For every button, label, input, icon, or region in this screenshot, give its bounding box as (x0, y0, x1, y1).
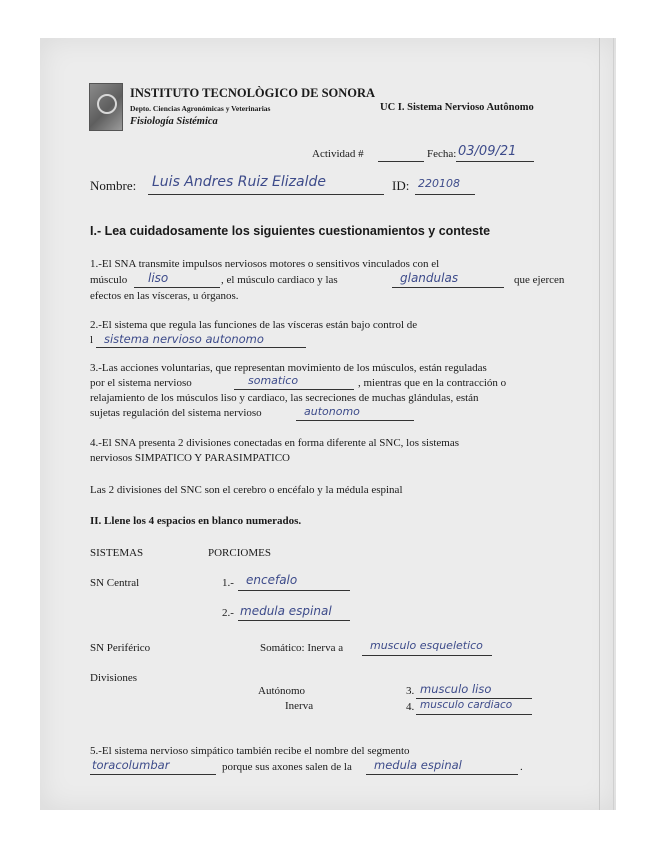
name-label: Nombre: (90, 178, 137, 193)
q3-line3: relajamiento de los músculos liso y cardiaco, las secreciones de muchas glándulas, están (90, 392, 479, 404)
q5-answer2: medula espinal (374, 758, 462, 772)
q4-line1: 4.-El SNA presenta 2 divisiones conectadas en forma diferente al SNC, los sistemas (90, 437, 460, 449)
institution-logo (89, 83, 123, 131)
q1-line2c: que ejercen (514, 274, 565, 286)
name-underline (148, 194, 384, 195)
worksheet-paper (40, 38, 616, 810)
q3-line1: 3.-Las acciones voluntarias, que representan movimiento de los músculos, están reguladas (90, 362, 487, 374)
q5-answer1: toracolumbar (92, 758, 170, 772)
q3-blank2 (296, 420, 414, 421)
q5-blank2 (366, 774, 518, 775)
col-sistemas: SISTEMAS (90, 547, 144, 559)
q1-answer2: glandulas (400, 271, 459, 285)
q1-line2b: , el músculo cardiaco y las (221, 274, 338, 286)
q3-line2a: por el sistema nervioso (90, 377, 192, 389)
section1-title: I.- Lea cuidadosamente los siguientes cuestionamientos y conteste (90, 224, 491, 238)
item3-answer: musculo liso (420, 682, 492, 696)
q2-answer-prefix: l (90, 334, 94, 346)
item1-blank (238, 590, 350, 591)
date-label: Fecha: (427, 148, 457, 160)
q1-blank1 (134, 287, 220, 288)
department-name: Depto. Ciencias Agronómicas y Veterinarias (130, 104, 271, 113)
q5-end: . (520, 761, 523, 773)
item4-blank (416, 714, 532, 715)
date-value: 03/09/21 (458, 144, 517, 159)
q3-line4: sujetas regulación del sistema nervioso (90, 407, 262, 419)
activity-label: Actividad # (312, 148, 364, 160)
q1-line1: 1.-El SNA transmite impulsos nerviosos motores o sensitivos vinculados con el (90, 258, 440, 270)
item4-answer: musculo cardiaco (420, 699, 513, 711)
q1-answer1: liso (148, 271, 169, 285)
item1-answer: encefalo (246, 573, 298, 587)
q1-line2a: músculo (90, 274, 128, 286)
divisiones-label: Divisiones (90, 672, 138, 684)
autonomo-label: Autónomo (258, 685, 306, 697)
inerva-label: Inerva (285, 700, 314, 712)
item1-prefix: 1.- (222, 577, 234, 589)
date-underline (456, 161, 534, 162)
id-value: 220108 (418, 177, 460, 190)
sn-periferico-label: SN Periférico (90, 642, 151, 654)
section2-title: II. Llene los 4 espacios en blanco numerados. (90, 515, 302, 527)
q5-line1: 5.-El sistema nervioso simpático también recibe el nombre del segmento (90, 745, 410, 757)
q3-line2b: , mientras que en la contracción o (358, 377, 507, 389)
sn-central-label: SN Central (90, 577, 140, 589)
somatico-label: Somático: Inerva a (260, 642, 344, 654)
q3-blank1 (234, 389, 354, 390)
name-value: Luis Andres Ruiz Elizalde (152, 174, 326, 190)
institution-name: INSTITUTO TECNOLÒGICO DE SONORA (130, 86, 376, 100)
item2-prefix: 2.- (222, 607, 234, 619)
q5-blank1 (90, 774, 216, 775)
q2-answer: sistema nervioso autonomo (104, 332, 264, 346)
q4-line2: nerviosos SIMPATICO Y PARASIMPATICO (90, 452, 290, 464)
q3-answer2: autonomo (304, 405, 360, 418)
somatico-answer: musculo esqueletico (370, 639, 483, 652)
q5-line2a: porque sus axones salen de la (222, 761, 352, 773)
item2-blank (238, 620, 350, 621)
unit-title: UC I. Sistema Nervioso Autônomo (380, 102, 534, 113)
item4-prefix: 4. (406, 701, 415, 713)
q2-line1: 2.-El sistema que regula las funciones de las vísceras están bajo control de (90, 319, 418, 331)
q2-blank (96, 347, 306, 348)
course-name: Fisiología Sistémica (130, 116, 218, 127)
id-underline (415, 194, 475, 195)
somatico-blank (362, 655, 492, 656)
item2-answer: medula espinal (240, 604, 332, 618)
id-label: ID: (392, 178, 410, 193)
q3-answer1: somatico (248, 374, 299, 387)
snc-note: Las 2 divisiones del SNC son el cerebro o encéfalo y la médula espinal (90, 484, 403, 496)
paper-edge (599, 38, 610, 810)
activity-blank (378, 161, 424, 162)
q1-blank2 (392, 287, 504, 288)
paper-edge-line (613, 38, 614, 810)
q1-line3: efectos en las vísceras, u órganos. (90, 290, 239, 302)
item3-prefix: 3. (406, 685, 415, 697)
col-porciones: PORCIOMES (208, 547, 271, 559)
